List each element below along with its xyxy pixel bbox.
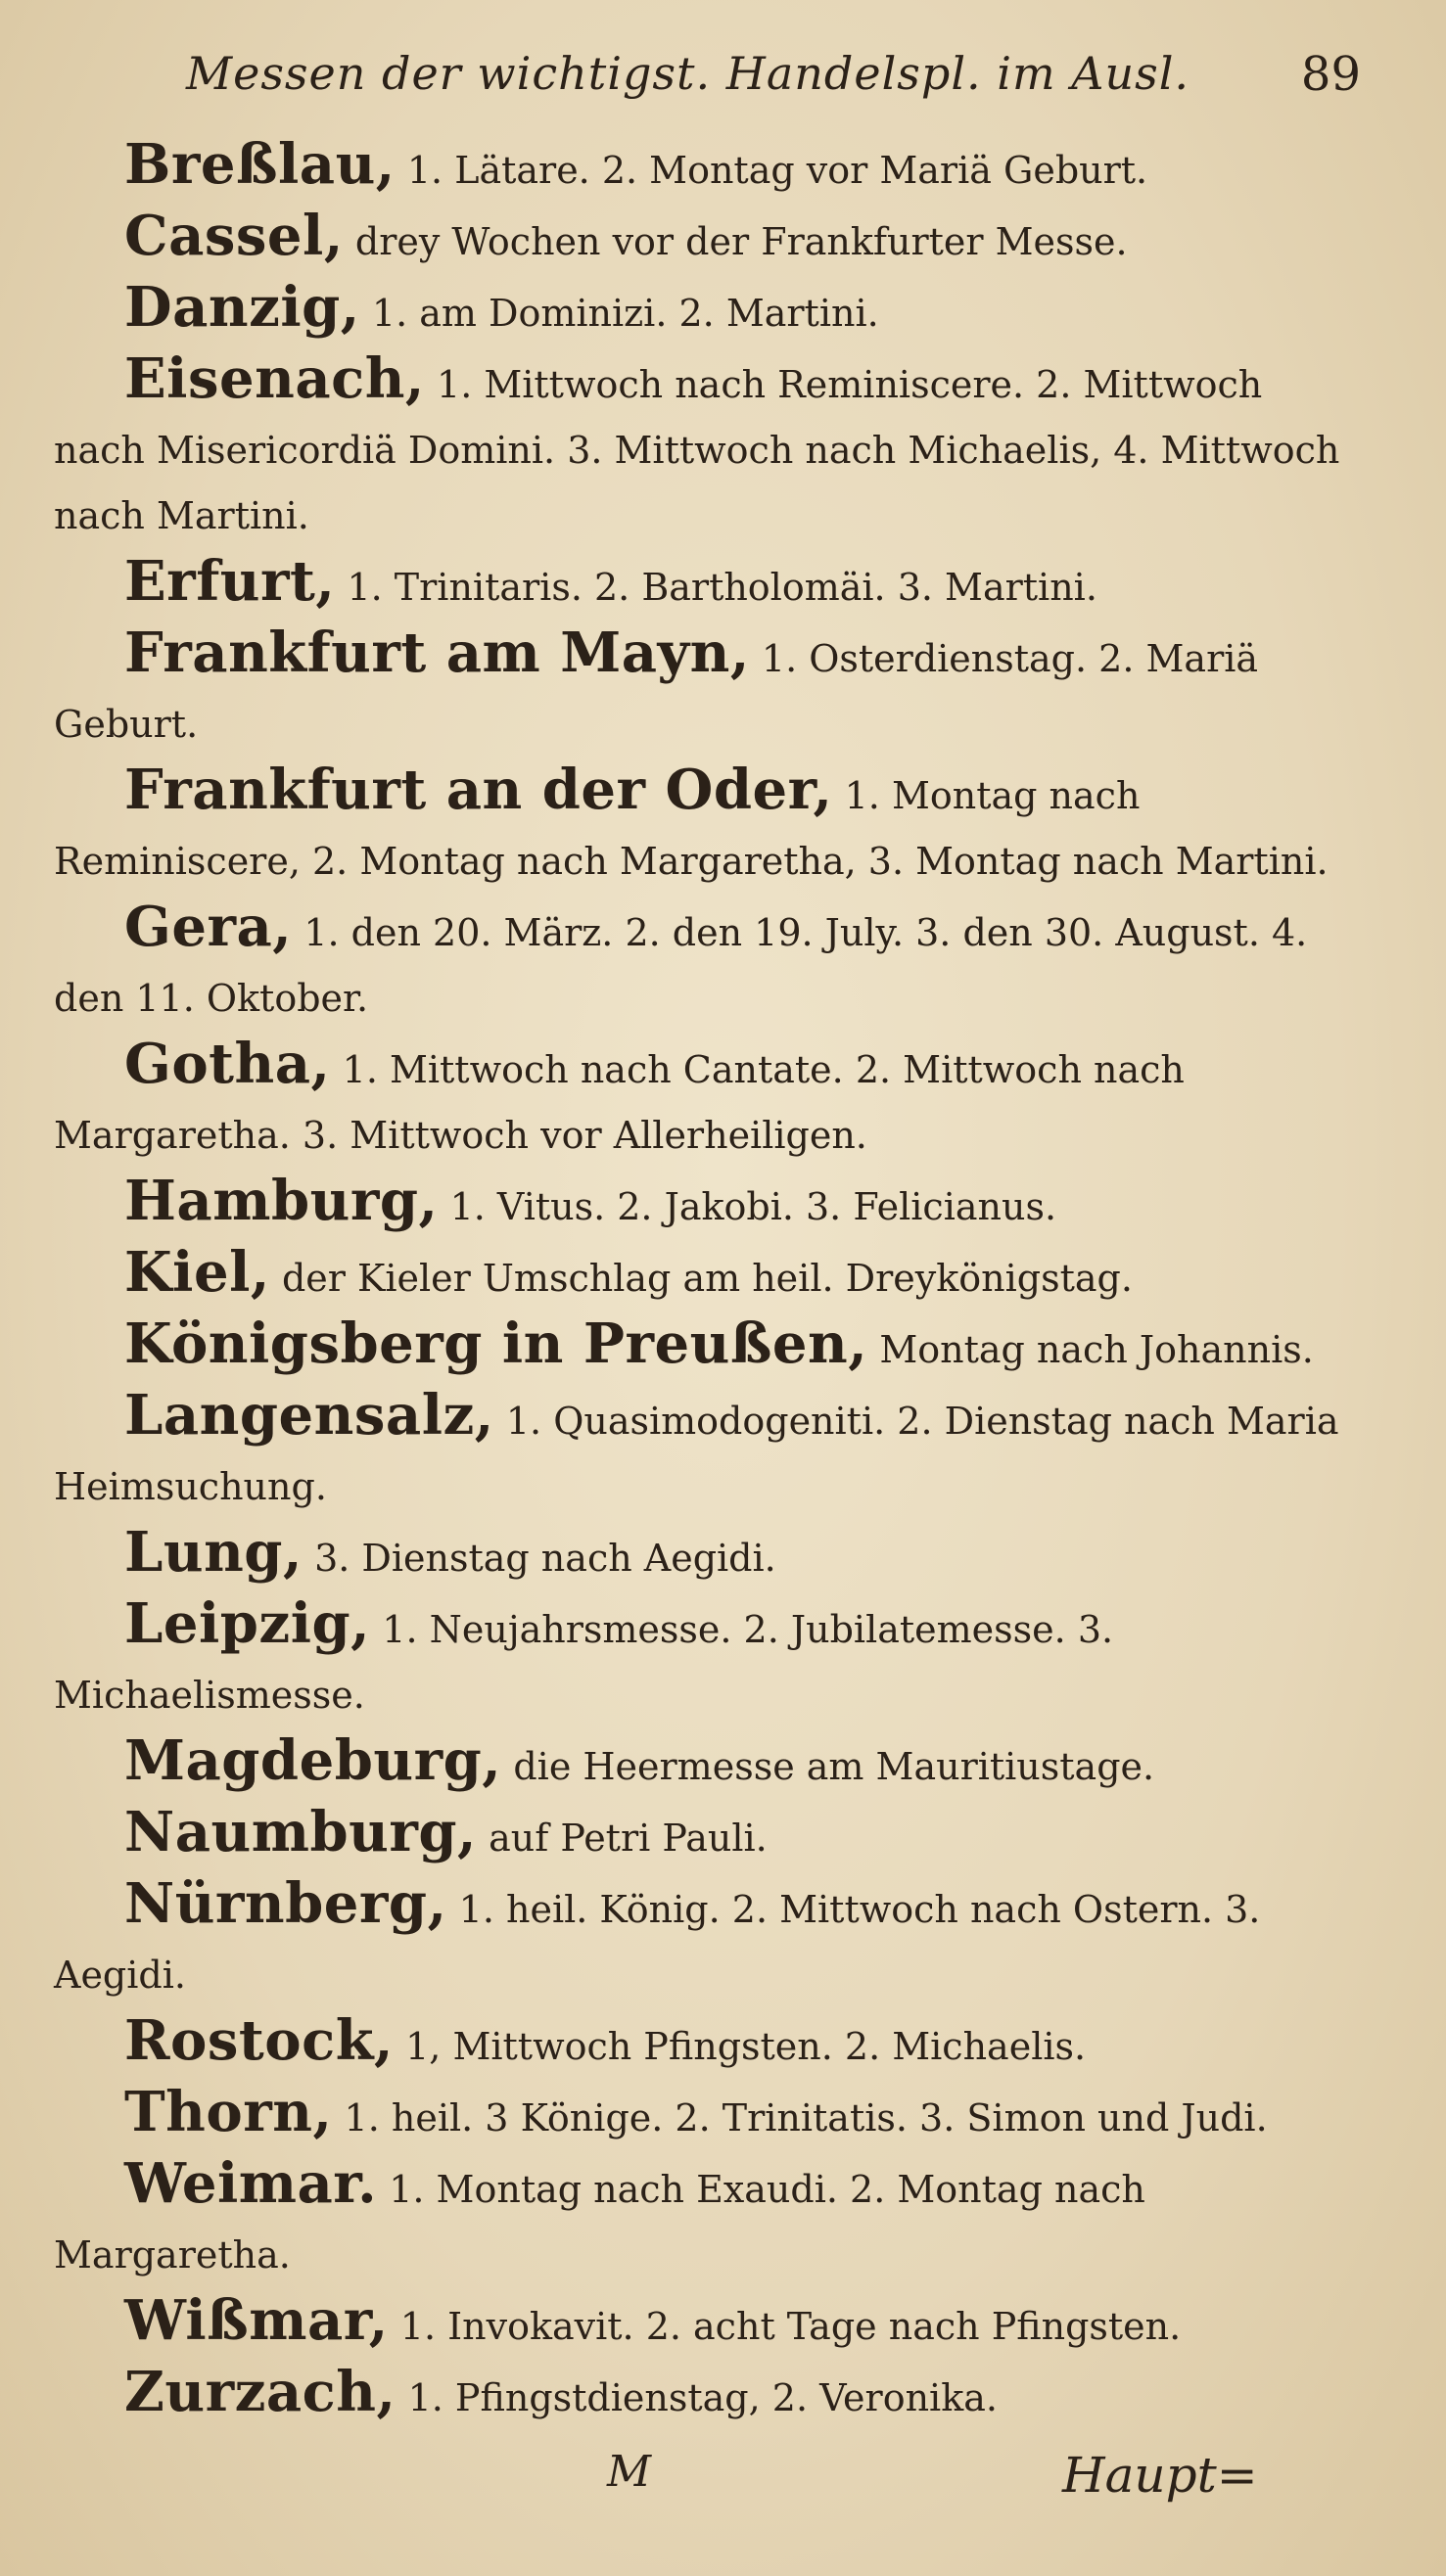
- place-name: Nürnberg,: [124, 1871, 447, 1936]
- fair-dates: 1. Montag nach Reminiscere, 2. Montag nach Margaretha, 3. Montag nach Martini.: [54, 774, 1329, 883]
- catchword: Haupt=: [1062, 2447, 1258, 2504]
- place-name: Zurzach,: [124, 2360, 396, 2424]
- list-item: [54, 621, 1356, 758]
- place-name: Langensalz,: [124, 1383, 494, 1448]
- fair-dates: 1. Vitus. 2. Jakobi. 3. Felicianus.: [449, 1185, 1057, 1228]
- list-item: [54, 1728, 1356, 1800]
- place-name: Wißmar,: [124, 2288, 389, 2353]
- list-item: [54, 132, 1356, 204]
- place-name: Gera,: [124, 895, 293, 959]
- list-item: [54, 1169, 1356, 1240]
- fair-dates: 1. Invokavit. 2. acht Tage nach Pfingsten.: [399, 2305, 1182, 2348]
- place-name: Eisenach,: [124, 346, 425, 411]
- list-item: [54, 1383, 1356, 1520]
- place-name: Frankfurt am Mayn,: [124, 621, 750, 685]
- list-item: [54, 2080, 1356, 2151]
- list-item: [54, 2151, 1356, 2288]
- fair-dates: 1. heil. 3 Könige. 2. Trinitatis. 3. Simon und Judi.: [344, 2096, 1268, 2139]
- fair-dates: 1. Quasimodogeniti. 2. Dienstag nach Maria Heimsuchung.: [54, 1400, 1339, 1508]
- place-name: Kiel,: [124, 1240, 270, 1305]
- fair-dates: 1. am Dominizi. 2. Martini.: [371, 292, 879, 335]
- list-item: [54, 1871, 1356, 2008]
- place-name: Danzig,: [124, 275, 360, 340]
- page-header: [186, 39, 1361, 108]
- fair-dates: die Heermesse am Mauritiustage.: [513, 1745, 1155, 1788]
- fair-dates: 3. Dienstag nach Aegidi.: [314, 1537, 776, 1580]
- fair-dates: 1. Neujahrsmesse. 2. Jubilatemesse. 3. Michaelismesse.: [54, 1608, 1114, 1717]
- fair-dates: 1. den 20. März. 2. den 19. July. 3. den 30. August. 4. den 11. Oktober.: [54, 911, 1308, 1020]
- fair-dates: der Kieler Umschlag am heil. Dreykönigstag.: [281, 1257, 1133, 1300]
- fair-dates: 1. Mittwoch nach Reminiscere. 2. Mittwoch nach Misericordiä Domini. 3. Mittwoch nach Michaelis, 4. Mittwoch nach Martini.: [54, 363, 1340, 537]
- place-name: Leipzig,: [124, 1591, 371, 1656]
- fair-dates: 1. Lätare. 2. Montag vor Mariä Geburt.: [406, 149, 1148, 192]
- fair-dates: 1, Mittwoch Pfingsten. 2. Michaelis.: [405, 2025, 1087, 2068]
- place-name: Thorn,: [124, 2080, 333, 2144]
- fair-dates: Montag nach Johannis.: [879, 1328, 1314, 1371]
- fair-dates: 1. Mittwoch nach Cantate. 2. Mittwoch nach Margaretha. 3. Mittwoch vor Allerheiligen.: [54, 1048, 1185, 1157]
- fair-dates: 1. Osterdienstag. 2. Mariä Geburt.: [54, 637, 1259, 746]
- place-name: Magdeburg,: [124, 1728, 502, 1793]
- place-name: Breßlau,: [124, 132, 396, 197]
- place-name: Rostock,: [124, 2008, 395, 2073]
- list-item: [54, 2288, 1356, 2360]
- running-title: Messen der wichtigst. Handelspl. im Ausl.: [186, 47, 1190, 100]
- place-name: Erfurt,: [124, 549, 336, 614]
- list-item: [54, 2360, 1356, 2431]
- place-name: Lung,: [124, 1520, 303, 1585]
- fair-dates: 1. Pfingstdienstag, 2. Veronika.: [407, 2376, 998, 2419]
- place-name: Hamburg,: [124, 1169, 439, 1233]
- list-item: [54, 204, 1356, 275]
- list-item: [54, 1591, 1356, 1728]
- place-name: Weimar.: [124, 2151, 378, 2216]
- fair-list: [54, 132, 1356, 2431]
- list-item: [54, 895, 1356, 1032]
- list-item: [54, 1311, 1356, 1383]
- fair-dates: drey Wochen vor der Frankfurter Messe.: [354, 220, 1128, 263]
- list-item: [54, 1240, 1356, 1311]
- page-number: 89: [1300, 47, 1361, 102]
- signature-mark: M: [607, 2447, 652, 2497]
- place-name: Cassel,: [124, 204, 344, 268]
- place-name: Gotha,: [124, 1032, 331, 1096]
- place-name: Naumburg,: [124, 1800, 477, 1864]
- list-item: [54, 549, 1356, 621]
- list-item: [54, 758, 1356, 895]
- fair-dates: 1. heil. König. 2. Mittwoch nach Ostern. 3. Aegidi.: [54, 1888, 1261, 1997]
- fair-dates: auf Petri Pauli.: [489, 1817, 768, 1860]
- place-name: Frankfurt an der Oder,: [124, 758, 833, 822]
- list-item: [54, 1032, 1356, 1169]
- list-item: [54, 1800, 1356, 1871]
- place-name: Königsberg in Preußen,: [124, 1311, 868, 1376]
- list-item: [54, 2008, 1356, 2080]
- list-item: [54, 275, 1356, 346]
- page-footer: [0, 2447, 1446, 2525]
- fair-dates: 1. Trinitaris. 2. Bartholomäi. 3. Martini.: [347, 566, 1097, 609]
- list-item: [54, 346, 1356, 549]
- fair-dates: 1. Montag nach Exaudi. 2. Montag nach Margaretha.: [54, 2168, 1145, 2277]
- list-item: [54, 1520, 1356, 1591]
